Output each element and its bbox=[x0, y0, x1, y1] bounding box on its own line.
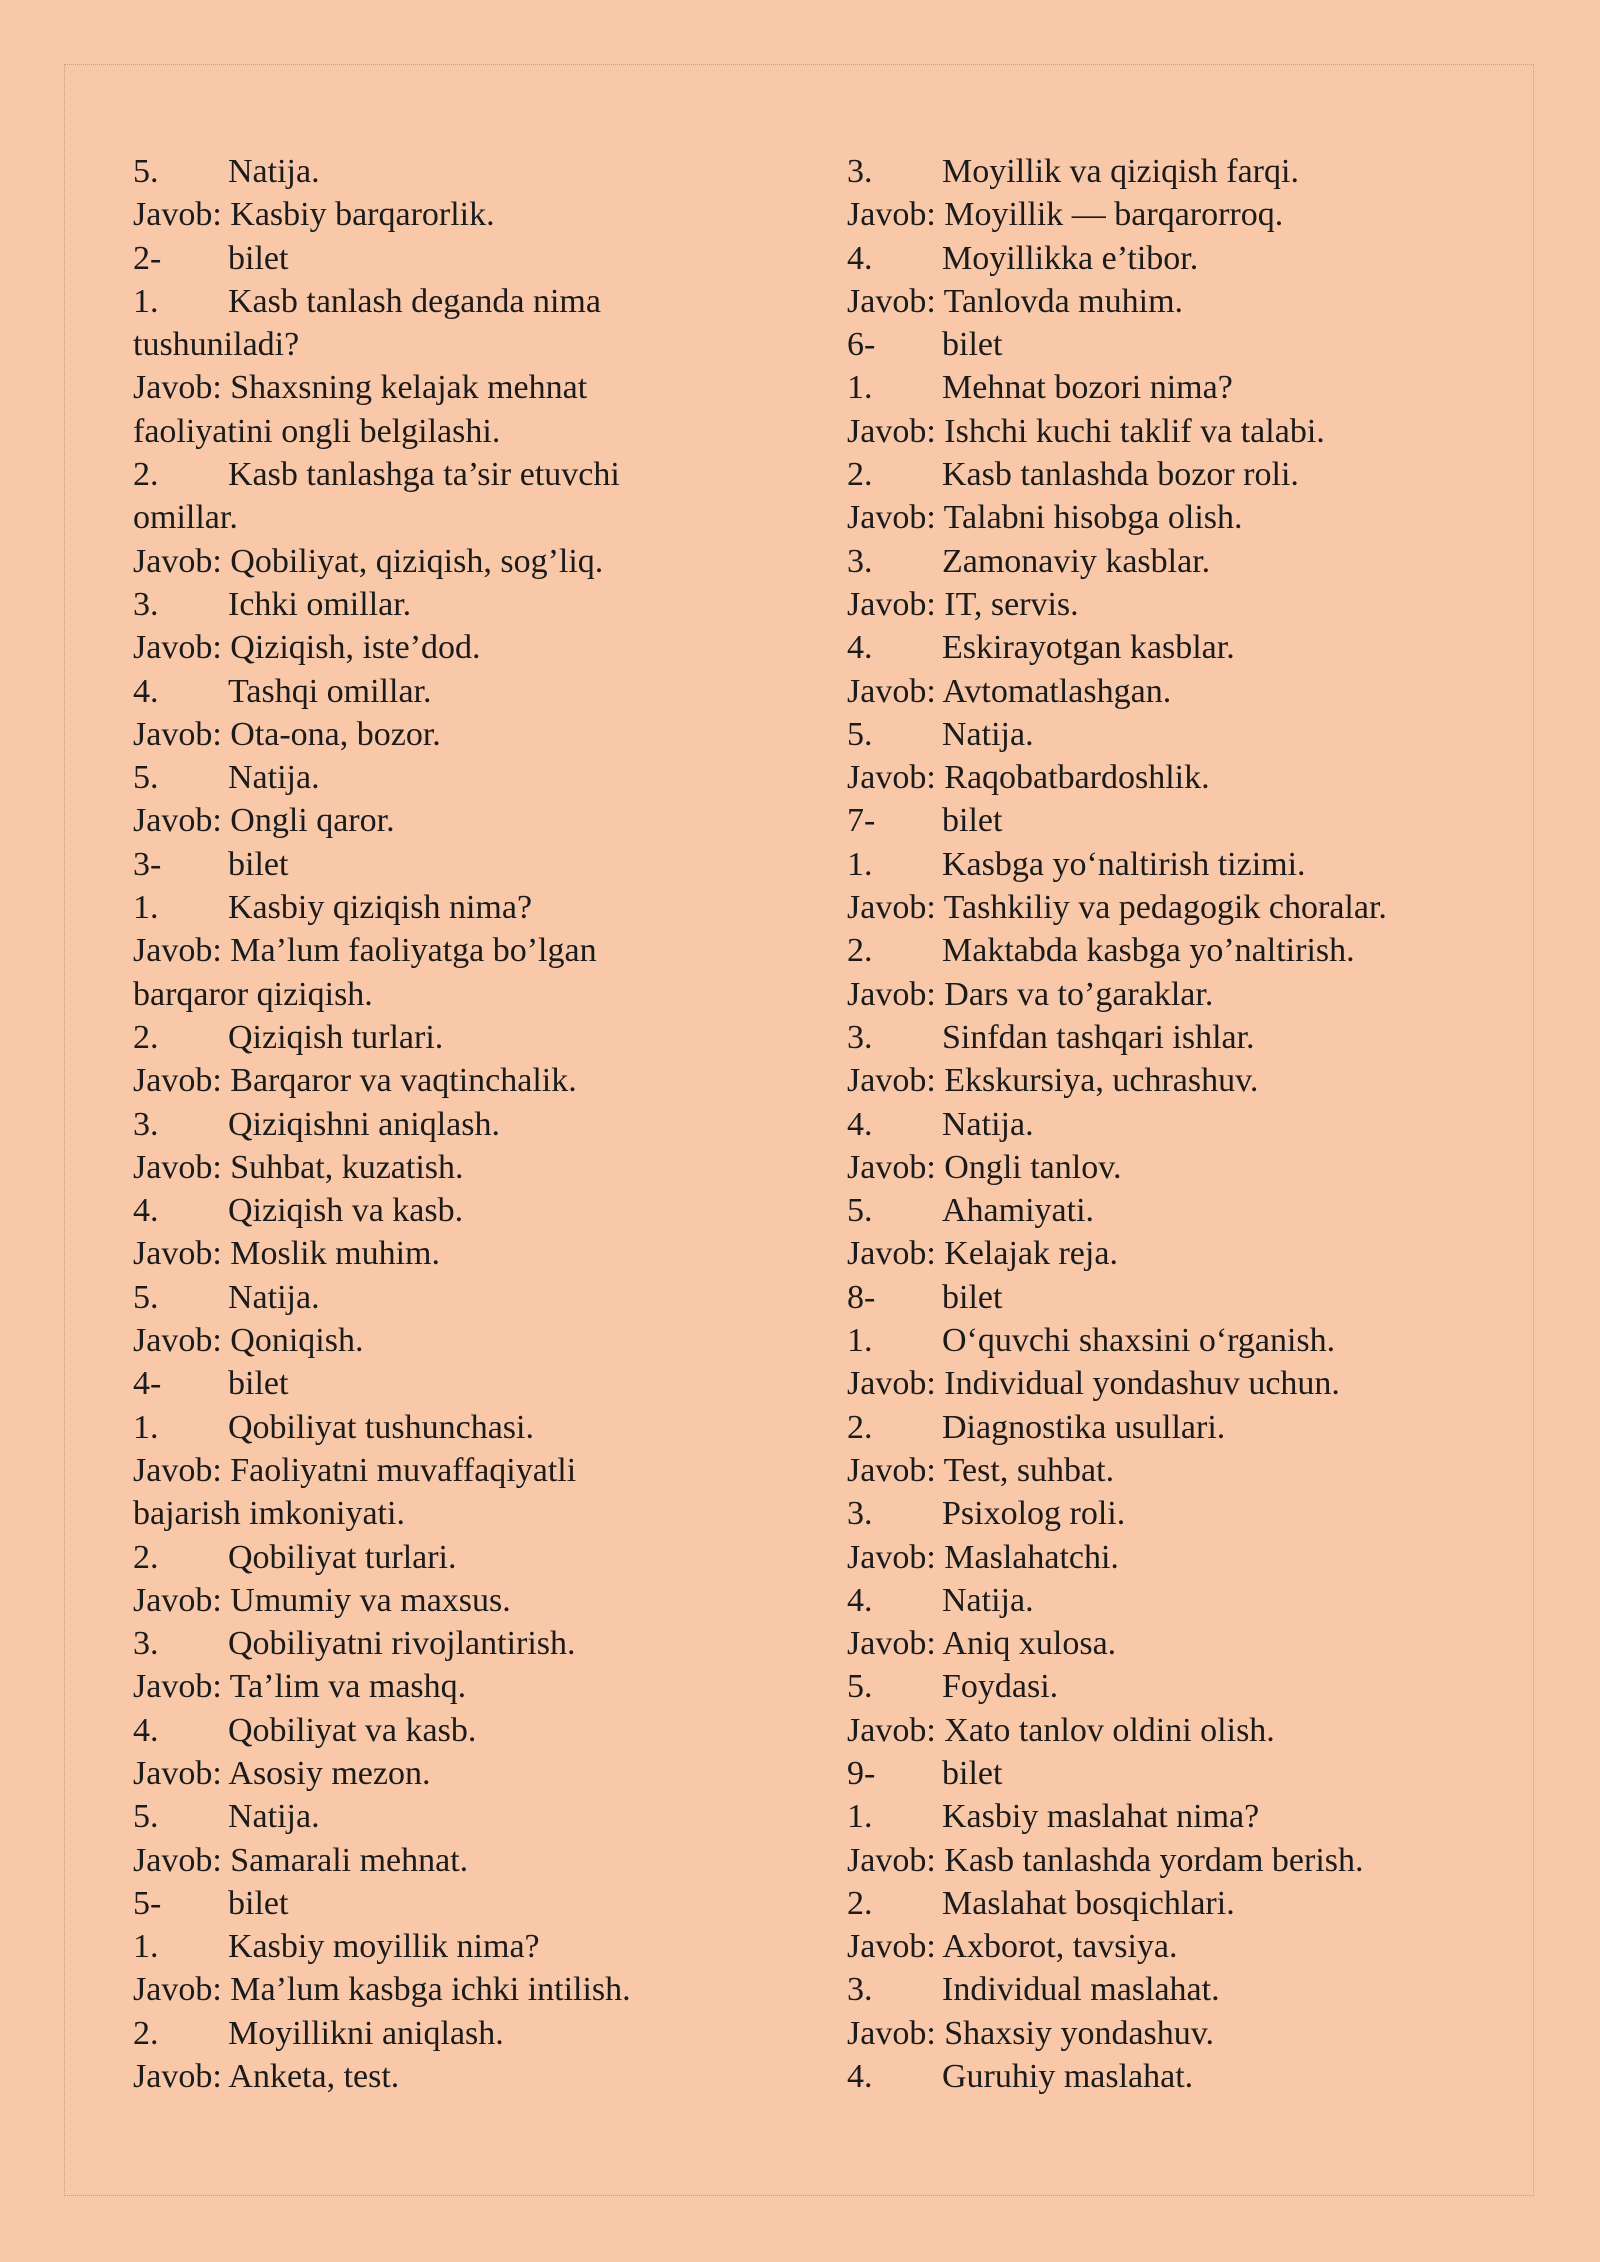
item-text: Moyillikni aniqlash. bbox=[228, 2014, 504, 2052]
item-number: 1. bbox=[847, 369, 873, 407]
ticket-heading bbox=[133, 843, 713, 886]
question-line bbox=[847, 366, 1487, 409]
item-number: 2- bbox=[133, 239, 162, 277]
question-line bbox=[133, 280, 713, 323]
continuation-line: omillar. bbox=[133, 499, 238, 537]
item-number: 5. bbox=[847, 1668, 873, 1706]
answer-line: Javob: Kasbiy barqarorlik. bbox=[133, 196, 495, 234]
answer-line: Javob: Qiziqish, iste’dod. bbox=[133, 629, 481, 667]
item-text: Kasb tanlashda bozor roli. bbox=[942, 456, 1299, 494]
question-line bbox=[847, 1795, 1487, 1838]
item-number: 4. bbox=[847, 629, 873, 667]
question-line bbox=[133, 1016, 713, 1059]
item-text: Natija. bbox=[228, 759, 320, 797]
item-text: Kasbiy qiziqish nima? bbox=[228, 889, 533, 927]
item-text: bilet bbox=[942, 1278, 1003, 1316]
item-number: 4. bbox=[847, 2058, 873, 2096]
item-text: Foydasi. bbox=[942, 1668, 1059, 1706]
question-line bbox=[847, 237, 1487, 280]
item-text: Qobiliyat tushunchasi. bbox=[228, 1408, 534, 1446]
answer-line: Javob: Barqaror va vaqtinchalik. bbox=[133, 1062, 577, 1100]
item-number: 2. bbox=[133, 1538, 159, 1576]
item-text: Moyillik va qiziqish farqi. bbox=[942, 153, 1299, 190]
answer-line: Javob: Axborot, tavsiya. bbox=[847, 1928, 1178, 1966]
item-text: bilet bbox=[228, 845, 289, 883]
item-number: 1. bbox=[847, 1798, 873, 1836]
item-text: Maslahat bosqichlari. bbox=[942, 1884, 1235, 1922]
item-text: Kasbiy maslahat nima? bbox=[942, 1798, 1260, 1836]
answer-line: Javob: Dars va to’garaklar. bbox=[847, 975, 1214, 1013]
item-number: 3- bbox=[133, 845, 162, 883]
item-text: bilet bbox=[942, 802, 1003, 840]
item-text: Qiziqishni aniqlash. bbox=[228, 1105, 500, 1143]
item-number: 1. bbox=[133, 889, 159, 927]
item-number: 5- bbox=[133, 1884, 162, 1922]
question-line bbox=[133, 150, 713, 193]
item-number: 5. bbox=[133, 759, 159, 797]
answer-line: Javob: Talabni hisobga olish. bbox=[847, 499, 1243, 537]
continuation-line: faoliyatini ongli belgilashi. bbox=[133, 412, 501, 450]
item-number: 3. bbox=[847, 1971, 873, 2009]
item-number: 1. bbox=[847, 1322, 873, 1360]
item-text: Eskirayotgan kasblar. bbox=[942, 629, 1235, 667]
item-number: 2. bbox=[133, 1018, 159, 1056]
item-text: Natija. bbox=[228, 1278, 320, 1316]
item-number: 4. bbox=[133, 672, 159, 710]
item-text: Mehnat bozori nima? bbox=[942, 369, 1233, 407]
ticket-heading bbox=[847, 323, 1487, 366]
question-line bbox=[133, 756, 713, 799]
answer-line: Javob: Umumiy va maxsus. bbox=[133, 1581, 511, 1619]
answer-line: Javob: Qobiliyat, qiziqish, sog’liq. bbox=[133, 542, 604, 580]
item-text: Maktabda kasbga yo’naltirish. bbox=[942, 932, 1355, 970]
answer-line: Javob: Ishchi kuchi taklif va talabi. bbox=[847, 412, 1325, 450]
item-number: 5. bbox=[133, 1798, 159, 1836]
answer-line: Javob: Moyillik — barqarorroq. bbox=[847, 196, 1284, 234]
answer-line: Javob: Ekskursiya, uchrashuv. bbox=[847, 1062, 1259, 1100]
item-number: 3. bbox=[133, 1105, 159, 1143]
question-line bbox=[847, 1968, 1487, 2011]
question-line bbox=[133, 583, 713, 626]
answer-line: Javob: Xato tanlov oldini olish. bbox=[847, 1711, 1275, 1749]
answer-line: Javob: Tashkiliy va pedagogik choralar. bbox=[847, 889, 1387, 927]
answer-line: Javob: Faoliyatni muvaffaqiyatli bbox=[133, 1451, 577, 1489]
question-line bbox=[847, 1492, 1487, 1535]
item-text: Qiziqish va kasb. bbox=[228, 1192, 464, 1230]
answer-line: Javob: Asosiy mezon. bbox=[133, 1754, 431, 1792]
question-line bbox=[133, 1189, 713, 1232]
item-text: Guruhiy maslahat. bbox=[942, 2058, 1194, 2096]
question-line bbox=[847, 150, 1487, 193]
item-number: 1. bbox=[133, 1928, 159, 1966]
question-line bbox=[847, 1882, 1487, 1925]
item-number: 6- bbox=[847, 326, 876, 364]
ticket-heading bbox=[847, 1752, 1487, 1795]
item-number: 4. bbox=[133, 1711, 159, 1749]
item-text: Moyillikka e’tibor. bbox=[942, 239, 1199, 277]
item-text: bilet bbox=[942, 326, 1003, 364]
item-text: Sinfdan tashqari ishlar. bbox=[942, 1018, 1255, 1056]
item-number: 4. bbox=[133, 1192, 159, 1230]
item-text: bilet bbox=[942, 1754, 1003, 1792]
answer-line: Javob: Anketa, test. bbox=[133, 2058, 400, 2096]
question-line bbox=[133, 1925, 713, 1968]
answer-line: Javob: Raqobatbardoshlik. bbox=[847, 759, 1210, 797]
ticket-heading bbox=[133, 237, 713, 280]
answer-line: Javob: Aniq xulosa. bbox=[847, 1625, 1117, 1663]
item-number: 2. bbox=[133, 456, 159, 494]
question-line bbox=[847, 929, 1487, 972]
item-text: Kasb tanlash deganda nima bbox=[228, 282, 601, 320]
item-text: Psixolog roli. bbox=[942, 1495, 1126, 1533]
answer-line: Javob: Ongli tanlov. bbox=[847, 1148, 1122, 1186]
item-number: 4- bbox=[133, 1365, 162, 1403]
item-number: 5. bbox=[847, 715, 873, 753]
answer-line: Javob: Ta’lim va mashq. bbox=[133, 1668, 467, 1706]
item-text: Natija. bbox=[228, 153, 320, 190]
question-line bbox=[133, 1795, 713, 1838]
question-line bbox=[133, 1103, 713, 1146]
continuation-line: barqaror qiziqish. bbox=[133, 975, 373, 1013]
item-text: bilet bbox=[228, 1884, 289, 1922]
answer-line: Javob: Moslik muhim. bbox=[133, 1235, 440, 1273]
item-text: Natija. bbox=[942, 715, 1034, 753]
answer-line: Javob: IT, servis. bbox=[847, 585, 1079, 623]
item-number: 7- bbox=[847, 802, 876, 840]
item-text: Individual maslahat. bbox=[942, 1971, 1220, 2009]
item-text: Zamonaviy kasblar. bbox=[942, 542, 1211, 580]
answer-line: Javob: Kasb tanlashda yordam berish. bbox=[847, 1841, 1364, 1879]
item-text: Ahamiyati. bbox=[942, 1192, 1095, 1230]
item-text: Kasbiy moyillik nima? bbox=[228, 1928, 540, 1966]
answer-line: Javob: Shaxsning kelajak mehnat bbox=[133, 369, 588, 407]
left-column bbox=[133, 150, 713, 2098]
question-line bbox=[847, 1579, 1487, 1622]
question-line bbox=[847, 1103, 1487, 1146]
ticket-heading bbox=[133, 1362, 713, 1405]
item-number: 9- bbox=[847, 1754, 876, 1792]
answer-line: Javob: Ma’lum faoliyatga bo’lgan bbox=[133, 932, 597, 970]
answer-line: Javob: Shaxsiy yondashuv. bbox=[847, 2014, 1215, 2052]
continuation-line: bajarish imkoniyati. bbox=[133, 1495, 405, 1533]
item-text: Qobiliyat va kasb. bbox=[228, 1711, 477, 1749]
question-line bbox=[847, 453, 1487, 496]
question-line bbox=[133, 1276, 713, 1319]
answer-line: Javob: Ma’lum kasbga ichki intilish. bbox=[133, 1971, 631, 2009]
question-line bbox=[133, 886, 713, 929]
question-line bbox=[847, 843, 1487, 886]
continuation-line: tushuniladi? bbox=[133, 326, 300, 364]
answer-line: Javob: Suhbat, kuzatish. bbox=[133, 1148, 464, 1186]
item-number: 3. bbox=[133, 1625, 159, 1663]
item-number: 3. bbox=[133, 585, 159, 623]
item-text: bilet bbox=[228, 239, 289, 277]
question-line bbox=[847, 713, 1487, 756]
item-number: 3. bbox=[847, 1018, 873, 1056]
item-text: Natija. bbox=[942, 1581, 1034, 1619]
item-text: Kasb tanlashga ta’sir etuvchi bbox=[228, 456, 620, 494]
item-number: 4. bbox=[847, 239, 873, 277]
item-text: bilet bbox=[228, 1365, 289, 1403]
question-line bbox=[847, 2055, 1487, 2098]
answer-line: Javob: Ota-ona, bozor. bbox=[133, 715, 441, 753]
item-text: Natija. bbox=[942, 1105, 1034, 1143]
question-line bbox=[133, 670, 713, 713]
question-line bbox=[133, 1622, 713, 1665]
question-line bbox=[847, 1319, 1487, 1362]
answer-line: Javob: Maslahatchi. bbox=[847, 1538, 1119, 1576]
item-number: 1. bbox=[133, 282, 159, 320]
item-text: Natija. bbox=[228, 1798, 320, 1836]
ticket-heading bbox=[847, 1276, 1487, 1319]
question-line bbox=[133, 1536, 713, 1579]
item-number: 8- bbox=[847, 1278, 876, 1316]
answer-line: Javob: Avtomatlashgan. bbox=[847, 672, 1172, 710]
question-line bbox=[847, 1189, 1487, 1232]
question-line bbox=[847, 626, 1487, 669]
item-number: 3. bbox=[847, 153, 873, 190]
item-text: Qobiliyat turlari. bbox=[228, 1538, 457, 1576]
ticket-heading bbox=[847, 799, 1487, 842]
ticket-heading bbox=[133, 1882, 713, 1925]
item-number: 5. bbox=[847, 1192, 873, 1230]
question-line bbox=[847, 540, 1487, 583]
answer-line: Javob: Kelajak reja. bbox=[847, 1235, 1118, 1273]
item-number: 2. bbox=[847, 1884, 873, 1922]
answer-line: Javob: Tanlovda muhim. bbox=[847, 282, 1184, 320]
answer-line: Javob: Individual yondashuv uchun. bbox=[847, 1365, 1340, 1403]
item-text: O‘quvchi shaxsini o‘rganish. bbox=[942, 1322, 1336, 1360]
right-column bbox=[847, 150, 1487, 2098]
item-number: 3. bbox=[847, 1495, 873, 1533]
question-line bbox=[847, 1406, 1487, 1449]
question-line bbox=[133, 1709, 713, 1752]
item-number: 2. bbox=[133, 2014, 159, 2052]
question-line bbox=[847, 1665, 1487, 1708]
item-number: 1. bbox=[847, 845, 873, 883]
item-text: Qobiliyatni rivojlantirish. bbox=[228, 1625, 576, 1663]
answer-line: Javob: Ongli qaror. bbox=[133, 802, 395, 840]
item-number: 2. bbox=[847, 1408, 873, 1446]
item-number: 1. bbox=[133, 1408, 159, 1446]
item-text: Kasbga yo‘naltirish tizimi. bbox=[942, 845, 1306, 883]
item-number: 2. bbox=[847, 456, 873, 494]
answer-line: Javob: Samarali mehnat. bbox=[133, 1841, 469, 1879]
item-number: 5. bbox=[133, 153, 159, 190]
item-text: Diagnostika usullari. bbox=[942, 1408, 1226, 1446]
item-text: Qiziqish turlari. bbox=[228, 1018, 444, 1056]
item-text: Tashqi omillar. bbox=[228, 672, 432, 710]
item-number: 4. bbox=[847, 1105, 873, 1143]
question-line bbox=[133, 453, 713, 496]
answer-line: Javob: Qoniqish. bbox=[133, 1322, 364, 1360]
item-number: 4. bbox=[847, 1581, 873, 1619]
question-line bbox=[133, 1406, 713, 1449]
question-line bbox=[133, 2012, 713, 2055]
item-number: 2. bbox=[847, 932, 873, 970]
item-text: Ichki omillar. bbox=[228, 585, 412, 623]
item-number: 3. bbox=[847, 542, 873, 580]
question-line bbox=[847, 1016, 1487, 1059]
answer-line: Javob: Test, suhbat. bbox=[847, 1451, 1115, 1489]
item-number: 5. bbox=[133, 1278, 159, 1316]
